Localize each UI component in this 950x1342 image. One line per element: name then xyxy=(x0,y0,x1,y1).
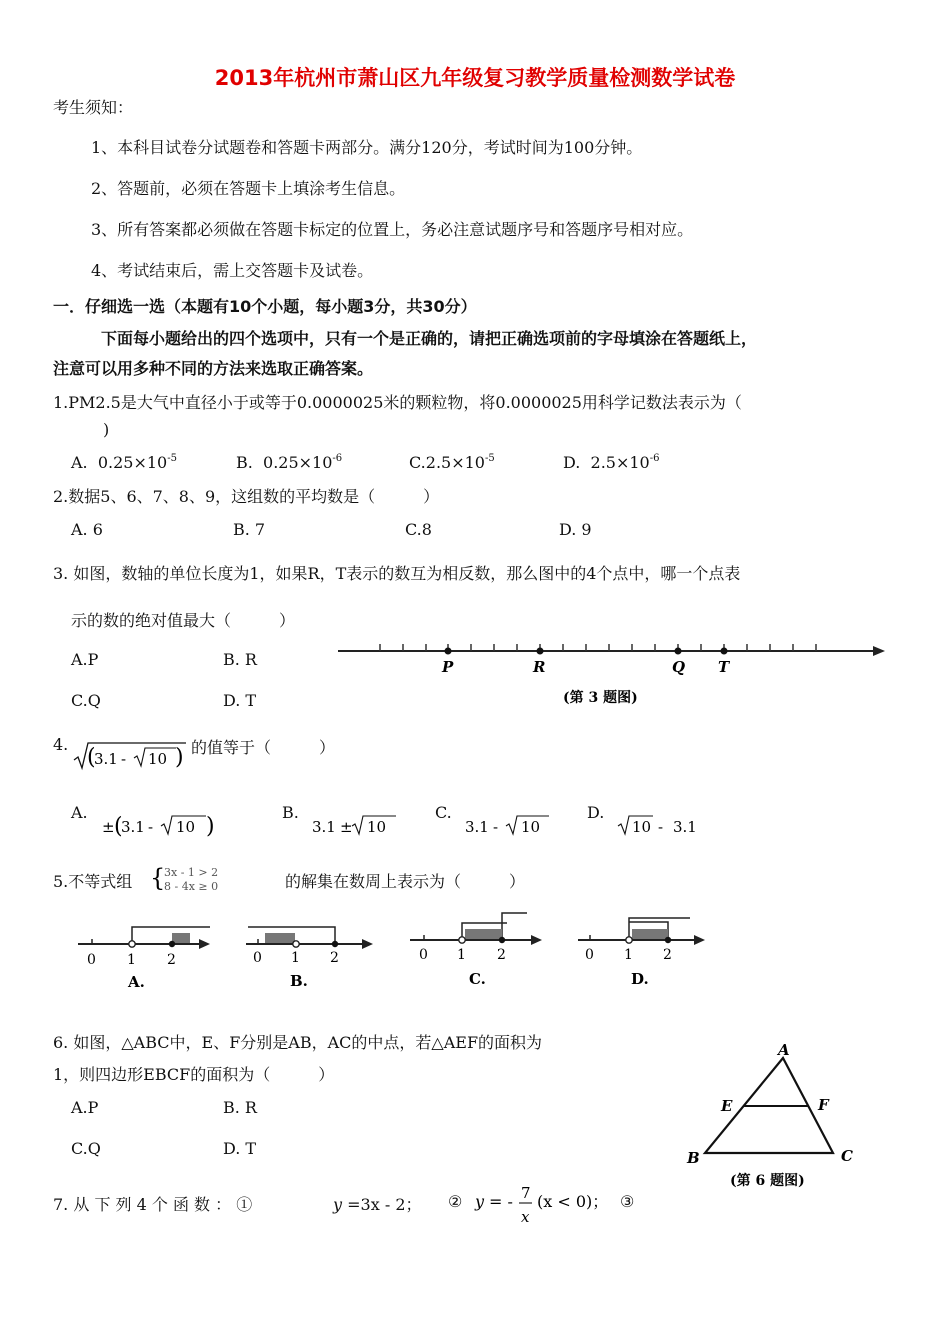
q5-d-label-0: 0 xyxy=(585,947,594,963)
q1-option-a-label: A. xyxy=(71,453,88,472)
notice-heading: 考生须知： xyxy=(53,98,134,117)
q6-option-d: D. T xyxy=(223,1139,257,1158)
q4-option-b-term-b: 10 xyxy=(367,818,387,836)
q5-c-label-1: 1 xyxy=(457,947,466,963)
q4-option-a-minus: - xyxy=(148,818,154,836)
q4-radical-expression xyxy=(72,740,188,772)
q7-circle-2: ② xyxy=(448,1192,463,1211)
q1-option-a-base: 0.25×10 xyxy=(97,453,168,472)
q5-system-line2: 8 - 4x ≥ 0 xyxy=(164,880,219,893)
q5-c-caption: C. xyxy=(469,970,486,988)
page-title: 2013年杭州市萧山区九年级复习教学质量检测数学试卷 xyxy=(214,66,736,90)
q5-b-arrow xyxy=(362,939,373,949)
q3-label-r: R xyxy=(533,658,546,676)
q6-triangle-figure xyxy=(675,1038,865,1198)
q4-option-b-expression xyxy=(312,808,412,840)
q4-option-b-label: B. xyxy=(282,803,299,822)
q7-f1-y: y xyxy=(333,1195,343,1214)
q4-option-c-label: C. xyxy=(435,803,452,822)
q4-option-d-minus: - xyxy=(658,818,664,836)
q1-option-d-base: 2.5×10 xyxy=(590,453,650,472)
notice-item-4: 4、考试结束后，需上交答题卡及试卷。 xyxy=(91,261,374,280)
q1-option-b-exp: -6 xyxy=(332,453,343,464)
q1-option-c-exp: -5 xyxy=(484,453,495,464)
q5-a-caption: A. xyxy=(128,973,145,991)
q5-c-shaded xyxy=(465,929,502,939)
q6-option-a: A.P xyxy=(71,1098,99,1117)
q5-c-arrow xyxy=(531,935,542,945)
q4-option-a-sign: ± xyxy=(102,818,115,836)
q5-brace: { xyxy=(150,864,166,892)
q6-option-c: C.Q xyxy=(71,1139,101,1158)
q1-option-b-label: B. xyxy=(236,453,253,472)
q5-a-label-2: 2 xyxy=(167,952,176,968)
q5-b-label-0: 0 xyxy=(253,950,262,966)
q7-f1-rhs: =3x - 2； xyxy=(347,1195,422,1214)
q4-radicand-a: 3.1 xyxy=(94,750,118,768)
q5-d-arrow xyxy=(694,935,705,945)
q3-axis-arrow xyxy=(873,646,885,656)
q5-stem-prefix: 5.不等式组 xyxy=(53,872,133,891)
q4-prefix: 4. xyxy=(53,735,69,754)
q1-option-d xyxy=(563,453,659,472)
q4-option-b-term-a: 3.1 xyxy=(312,818,336,836)
q3-option-d: D. T xyxy=(223,691,257,710)
q4-option-d-term-a: 3.1 xyxy=(673,818,697,836)
q5-a-arrow xyxy=(199,939,210,949)
q3-number-line-figure xyxy=(330,628,890,710)
q4-option-a-expression xyxy=(102,808,222,840)
q5-a-label-1: 1 xyxy=(127,952,136,968)
q5-c-open-point xyxy=(459,937,465,943)
q5-inequality-system xyxy=(150,864,285,894)
q1-option-c-base: 2.5×10 xyxy=(425,453,485,472)
q6-stem-line2: 1，则四边形EBCF的面积为（ ） xyxy=(53,1065,335,1084)
q5-a-label-0: 0 xyxy=(87,952,96,968)
q3-stem-line1: 3. 如图，数轴的单位长度为1，如果R，T表示的数互为相反数，那么图中的4个点中，哪一个点表 xyxy=(53,564,741,583)
q3-figure-caption: (第 3 题图) xyxy=(563,690,638,706)
q4-open-paren: ( xyxy=(87,745,96,770)
q5-figure-d xyxy=(575,908,715,993)
q4-option-a-label: A. xyxy=(71,803,88,822)
q4-minus: - xyxy=(121,750,127,768)
q4-option-c-expression xyxy=(465,808,565,840)
q6-figure-caption: (第 6 题图) xyxy=(730,1173,805,1189)
q4-option-c-term-a: 3.1 xyxy=(465,818,489,836)
q3-point-r xyxy=(537,648,544,655)
q6-option-b: B. R xyxy=(223,1098,257,1117)
q2-option-c: C.8 xyxy=(405,520,432,539)
q3-point-p xyxy=(445,648,452,655)
q4-option-a-open-paren: ( xyxy=(114,814,123,839)
section-instruction-1: 下面每小题给出的四个选项中，只有一个是正确的，请把正确选项前的字母填涂在答题纸上， xyxy=(101,329,758,348)
q4-option-a-term-a: 3.1 xyxy=(121,818,145,836)
q2-stem: 2.数据5、6、7、8、9，这组数的平均数是（ ） xyxy=(53,487,440,506)
q3-label-q: Q xyxy=(672,658,686,676)
q4-option-d-term-b: 10 xyxy=(632,818,652,836)
section-instruction-2: 注意可以用多种不同的方法来选取正确答案。 xyxy=(53,359,374,378)
q4-option-d-label: D. xyxy=(587,803,605,822)
q5-b-closed-point xyxy=(332,941,338,947)
q5-b-caption: B. xyxy=(290,972,308,990)
q3-point-t xyxy=(721,648,728,655)
q5-d-label-2: 2 xyxy=(663,947,672,963)
q1-option-b xyxy=(236,453,342,472)
q5-d-caption: D. xyxy=(631,970,649,988)
q5-c-range-upper xyxy=(502,913,527,940)
q5-d-shaded xyxy=(632,929,668,939)
q5-a-closed-point xyxy=(169,941,175,947)
q5-d-label-1: 1 xyxy=(624,947,633,963)
q7-stem-prefix: 7. 从 下 列 4 个 函 数 ： ① xyxy=(53,1195,253,1214)
q1-option-c xyxy=(409,453,495,472)
q4-radicand-b: 10 xyxy=(148,750,168,768)
q3-stem-line2: 示的数的绝对值最大（ ） xyxy=(71,611,296,630)
q1-option-a-exp: -5 xyxy=(167,453,177,464)
q7-function-2 xyxy=(473,1180,613,1230)
q4-option-a-close-paren: ) xyxy=(206,814,215,839)
q7-f2-eq: = - xyxy=(489,1192,513,1211)
q5-c-closed-point xyxy=(499,937,505,943)
q5-stem-suffix: 的解集在数周上表示为（ ） xyxy=(285,872,526,891)
q2-option-d: D. 9 xyxy=(559,520,592,539)
q2-option-b: B. 7 xyxy=(233,520,266,539)
q1-stem-line1: 1.PM2.5是大气中直径小于或等于0.0000025米的颗粒物，将0.0000025用科学记数法表示为（ xyxy=(53,393,742,412)
q4-option-b-sign: ± xyxy=(340,818,353,836)
q3-option-b: B. R xyxy=(223,650,257,669)
q7-f2-condition: (x < 0)； xyxy=(537,1192,609,1211)
notice-item-2: 2、答题前，必须在答题卡上填涂考生信息。 xyxy=(91,179,406,198)
q5-c-label-2: 2 xyxy=(497,947,506,963)
q7-f2-y: y xyxy=(475,1192,485,1211)
q5-system-line1: 3x - 1 > 2 xyxy=(164,866,219,879)
q5-b-open-point xyxy=(293,941,299,947)
q3-option-c: C.Q xyxy=(71,691,101,710)
q5-a-shaded xyxy=(172,933,190,943)
q2-option-a: A. 6 xyxy=(71,520,103,539)
notice-item-1: 1、本科目试卷分试题卷和答题卡两部分。满分120分，考试时间为100分钟。 xyxy=(91,138,643,157)
q5-b-label-2: 2 xyxy=(330,950,339,966)
q5-figure-a xyxy=(75,920,215,995)
q7-f2-numerator: 7 xyxy=(521,1184,531,1202)
q1-stem-line2: ) xyxy=(103,420,110,439)
q1-option-b-base: 0.25×10 xyxy=(263,453,333,472)
q4-option-d-expression xyxy=(617,808,717,840)
q1-option-c-label: C. xyxy=(409,453,426,472)
q7-circle-3: ③ xyxy=(620,1192,635,1211)
q1-option-d-label: D. xyxy=(563,453,581,472)
q5-figure-b xyxy=(243,920,383,995)
q3-point-q xyxy=(675,648,682,655)
q3-label-t: T xyxy=(718,658,730,676)
q6-label-c: C xyxy=(841,1147,853,1165)
q5-d-closed-point xyxy=(665,937,671,943)
q7-f2-denominator: x xyxy=(521,1208,530,1226)
q4-option-c-term-b: 10 xyxy=(521,818,541,836)
q6-label-a: A xyxy=(778,1041,790,1059)
q6-stem-line1: 6. 如图，△ABC中，E、F分别是AB，AC的中点，若△AEF的面积为 xyxy=(53,1033,543,1052)
q4-suffix: 的值等于（ ） xyxy=(191,738,336,757)
q5-b-shaded xyxy=(265,933,295,943)
q6-label-b: B xyxy=(687,1149,700,1167)
q1-option-d-exp: -6 xyxy=(649,453,660,464)
q6-label-f: F xyxy=(818,1096,829,1114)
q4-option-c-minus: - xyxy=(493,818,499,836)
q6-label-e: E xyxy=(721,1097,733,1115)
q1-option-a xyxy=(71,453,177,472)
section-heading: 一．仔细选一选（本题有10个小题，每小题3分，共30分） xyxy=(53,297,477,316)
q5-c-label-0: 0 xyxy=(419,947,428,963)
q4-close-paren: ) xyxy=(175,745,184,770)
q3-option-a: A.P xyxy=(71,650,99,669)
q4-option-a-term-b: 10 xyxy=(176,818,196,836)
q5-figure-c xyxy=(407,908,547,993)
q7-function-1 xyxy=(333,1192,422,1215)
q3-label-p: P xyxy=(442,658,454,676)
q5-a-open-point xyxy=(129,941,135,947)
notice-item-3: 3、所有答案都必须做在答题卡标定的位置上，务必注意试题序号和答题序号相对应。 xyxy=(91,220,694,239)
q5-d-open-point xyxy=(626,937,632,943)
q5-b-label-1: 1 xyxy=(291,950,300,966)
